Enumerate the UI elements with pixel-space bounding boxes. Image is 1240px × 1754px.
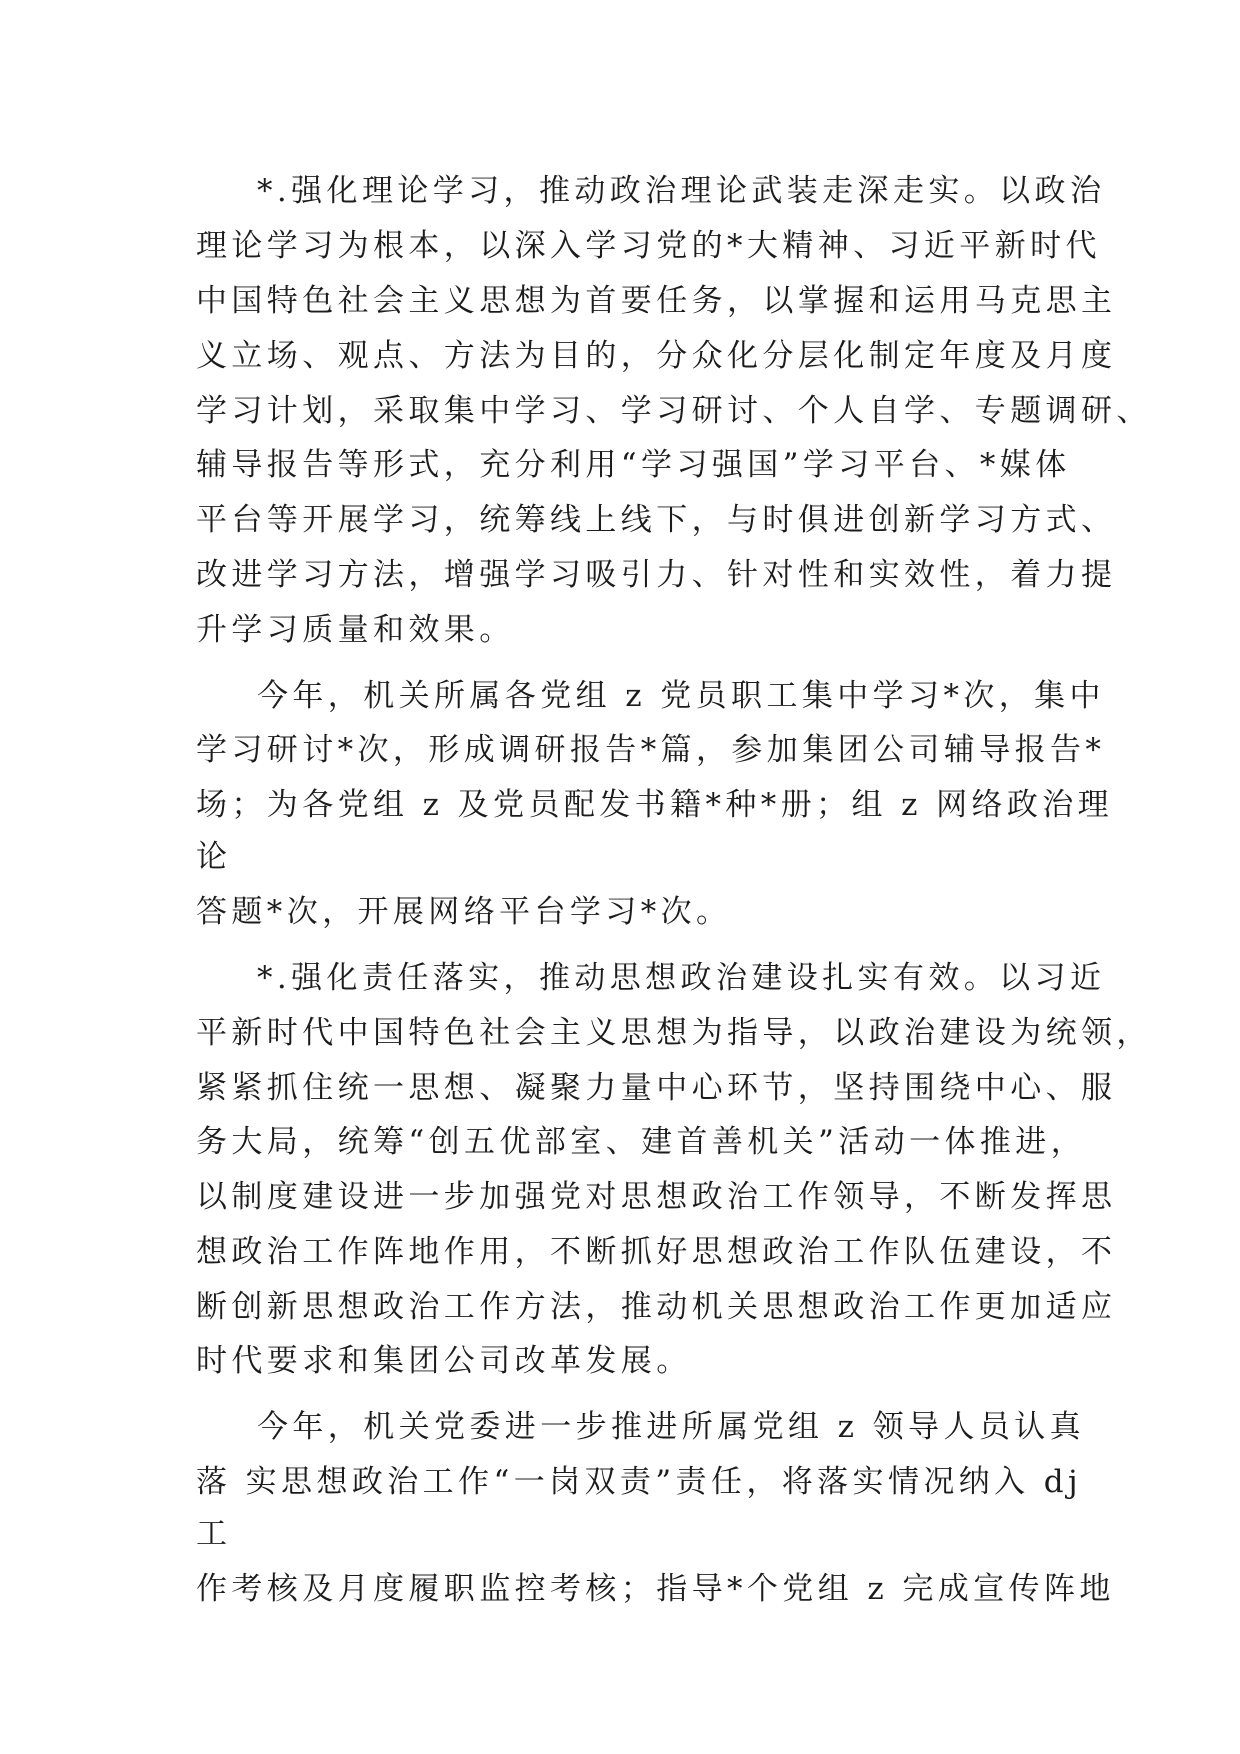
text-line-9: 升学习质量和效果。 <box>196 612 515 648</box>
text-line-5: 学习计划，采取集中学习、学习研讨、个人自学、专题调研、 <box>196 393 1152 429</box>
text-line-13: 论 <box>196 839 232 875</box>
text-line-17: 紧紧抓住统一思想、凝聚力量中心环节，坚持围绕中心、服 <box>196 1070 1117 1106</box>
text-line-10: 今年，机关所属各党组 z 党员职工集中学习*次，集中 <box>257 678 1105 714</box>
text-line-14: 答题*次，开展网络平台学习*次。 <box>196 894 732 930</box>
text-line-25: 工 <box>196 1516 232 1552</box>
text-line-20: 想政治工作阵地作用，不断抓好思想政治工作队伍建设，不 <box>196 1234 1117 1270</box>
text-line-19: 以制度建设进一步加强党对思想政治工作领导，不断发挥思 <box>196 1179 1117 1215</box>
text-line-4: 义立场、观点、方法为目的，分众化分层化制定年度及月度 <box>196 338 1117 374</box>
text-line-24: 落 实思想政治工作“一岗双责”责任，将落实情况纳入 dj <box>196 1464 1083 1500</box>
text-line-18: 务大局，统筹“创五优部室、建首善机关”活动一体推进， <box>196 1124 1087 1160</box>
text-line-2: 理论学习为根本，以深入学习党的*大精神、习近平新时代 <box>196 228 1101 264</box>
text-line-23: 今年，机关党委进一步推进所属党组 z 领导人员认真 <box>257 1409 1086 1445</box>
text-line-7: 平台等开展学习，统筹线上线下，与时俱进创新学习方式、 <box>196 502 1117 538</box>
text-line-8: 改进学习方法，增强学习吸引力、针对性和实效性，着力提 <box>196 557 1117 593</box>
text-line-22: 时代要求和集团公司改革发展。 <box>196 1343 692 1379</box>
text-line-6: 辅导报告等形式，充分利用“学习强国”学习平台、*媒体 <box>196 447 1071 483</box>
text-line-21: 断创新思想政治工作方法，推动机关思想政治工作更加适应 <box>196 1289 1117 1325</box>
text-line-26: 作考核及月度履职监控考核；指导*个党组 z 完成宣传阵地 <box>196 1571 1115 1607</box>
text-line-11: 学习研讨*次，形成调研报告*篇，参加集团公司辅导报告* <box>196 732 1106 768</box>
text-line-3: 中国特色社会主义思想为首要任务，以掌握和运用马克思主 <box>196 283 1117 319</box>
text-line-16: 平新时代中国特色社会主义思想为指导，以政治建设为统领， <box>196 1015 1152 1051</box>
text-line-15: *.强化责任落实，推动思想政治建设扎实有效。以习近 <box>257 960 1106 996</box>
text-line-12: 场；为各党组 z 及党员配发书籍*种*册；组 z 网络政治理 <box>196 787 1114 823</box>
text-line-1: *.强化理论学习，推动政治理论武装走深走实。以政治 <box>257 173 1106 209</box>
